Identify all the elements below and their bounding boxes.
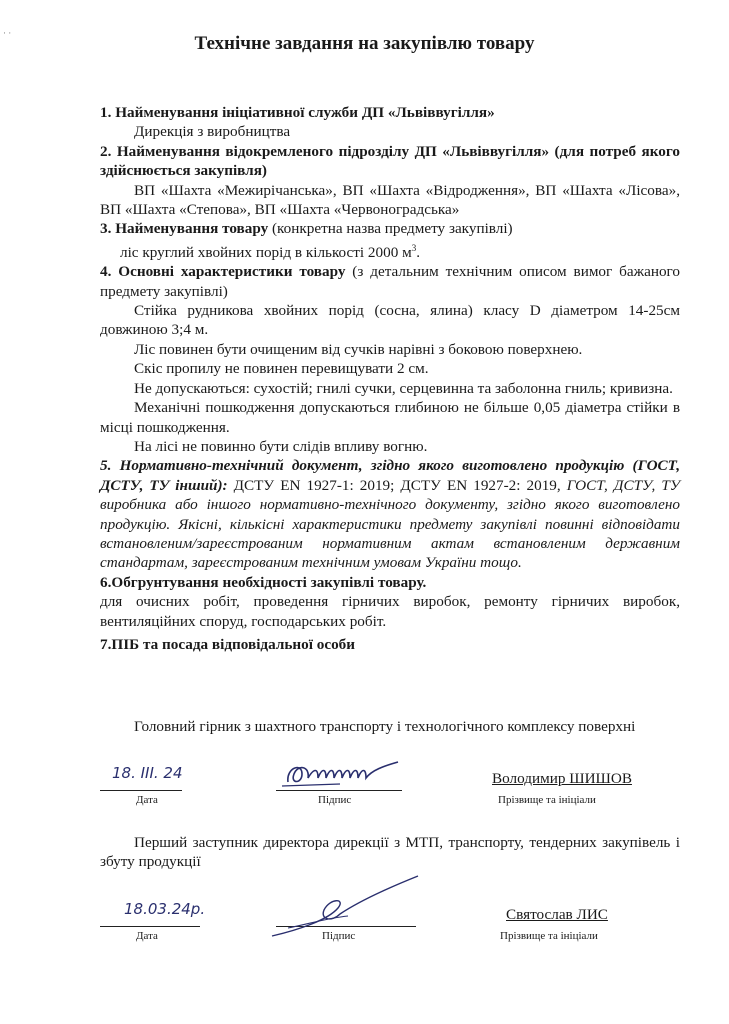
section-6-text: для очисних робіт, проведення гірничих виробок, ремонту гірничих виробок, вентиляційних споруд, господарських робіт. — [100, 593, 680, 630]
section-7-heading: 7.ПІБ та посада відповідальної особи — [100, 635, 356, 653]
signer-1-handwritten-date: 18. ІІІ. 24 — [112, 764, 183, 782]
section-4-p2: Ліс повинен бути очищеним від сучків нарівні з боковою поверхнею. — [134, 340, 583, 358]
signer-2-block — [100, 833, 680, 872]
signer-1-signature — [280, 760, 410, 796]
signer-2-date-label: Дата — [136, 930, 158, 942]
section-3-heading: 3. Найменування товару (конкретна назва предмету закупівлі) — [100, 220, 513, 238]
signer-1-date-line — [100, 790, 182, 791]
section-3-text: ліс круглий хвойних порід в кількості 2000 $м^3$. — [120, 242, 421, 261]
signer-1-block — [100, 717, 680, 736]
section-2-text: ВП «Шахта «Межирічанська», ВП «Шахта «Відродження», ВП «Шахта «Лісова», ВП «Шахта «Степова», ВП «Шахта «Червоноградська» — [100, 181, 680, 219]
signer-1-sign-label: Підпис — [318, 794, 352, 806]
section-4-p1: Стійка рудникова хвойних порід (сосна, ялина) класу D діаметром 14-25см довжиною 3;4 м. — [100, 302, 680, 339]
section-4-p3: Скіс пропилу не повинен перевищувати 2 см. — [134, 360, 429, 378]
section-5: 5. Нормативно-технічний документ, згідно якого виготовлено продукцію (ГОСТ, ДСТУ, ТУ інший): ДСТУ EN 1927-1: 2019; ДСТУ EN 1927-2: 2019, ГОСТ, ДСТУ, ТУ виробника або іншого нормативно-технічного документу, згідно якого виготовлено продукцію. Якісні, кількісні характеристики предмету закупівлі повинні відповідати встановленим/зареєстрованим нормативним актам встановленим державним стандартам, зареєстрованим технічним умовам України тощо. — [100, 457, 680, 572]
section-4-p5: Механічні пошкодження допускаються глибиною не більше 0,05 діаметра стійки в місці пошкодження. — [100, 399, 680, 436]
signer-1-position: Головний гірник з шахтного транспорту і технологічного комплексу поверхні — [134, 718, 636, 735]
section-2-heading: 2. Найменування відокремленого підрозділу ДП «Львіввугілля» (для потреб якого здійснюється закупівля) — [100, 142, 680, 180]
section-4-p6: На лісі не повинно бути слідів впливу вогню. — [134, 437, 428, 455]
section-6-heading: 6.Обгрунтування необхідності закупівлі товару. — [100, 573, 427, 591]
scan-mark: · · — [3, 28, 12, 38]
signer-1-name-label: Прізвище та ініціали — [498, 794, 596, 806]
document-body — [100, 103, 680, 654]
signer-2-handwritten-date: 18.03.24р. — [124, 900, 206, 918]
signer-2-name-label: Прізвище та ініціали — [500, 930, 598, 942]
signer-1-row — [100, 764, 680, 808]
signer-2-sign-label: Підпис — [322, 930, 356, 942]
section-4-p4: Не допускаються: сухостій; гнилі сучки, серцевинна та заболонна гниль; кривизна. — [134, 379, 673, 397]
signer-2-position: Перший заступник директора дирекції з МТП, транспорту, тендерних закупівель і збуту продукції — [100, 834, 680, 871]
signer-2-date-line — [100, 926, 200, 927]
signer-2-name: Святослав ЛИС — [506, 906, 608, 923]
section-1-text: Дирекція з виробництва — [134, 123, 291, 141]
signer-1-date-label: Дата — [136, 794, 158, 806]
section-4-heading: 4. Основні характеристики товару (з детальним технічним описом вимог бажаного предмету закупівлі) — [100, 263, 680, 300]
signer-1-name: Володимир ШИШОВ — [492, 770, 632, 787]
signer-2-row — [100, 900, 680, 944]
page-title: Технічне завдання на закупівлю товару — [194, 33, 535, 54]
section-1-heading: 1. Найменування ініціативної служби ДП «Львіввугілля» — [100, 104, 495, 121]
